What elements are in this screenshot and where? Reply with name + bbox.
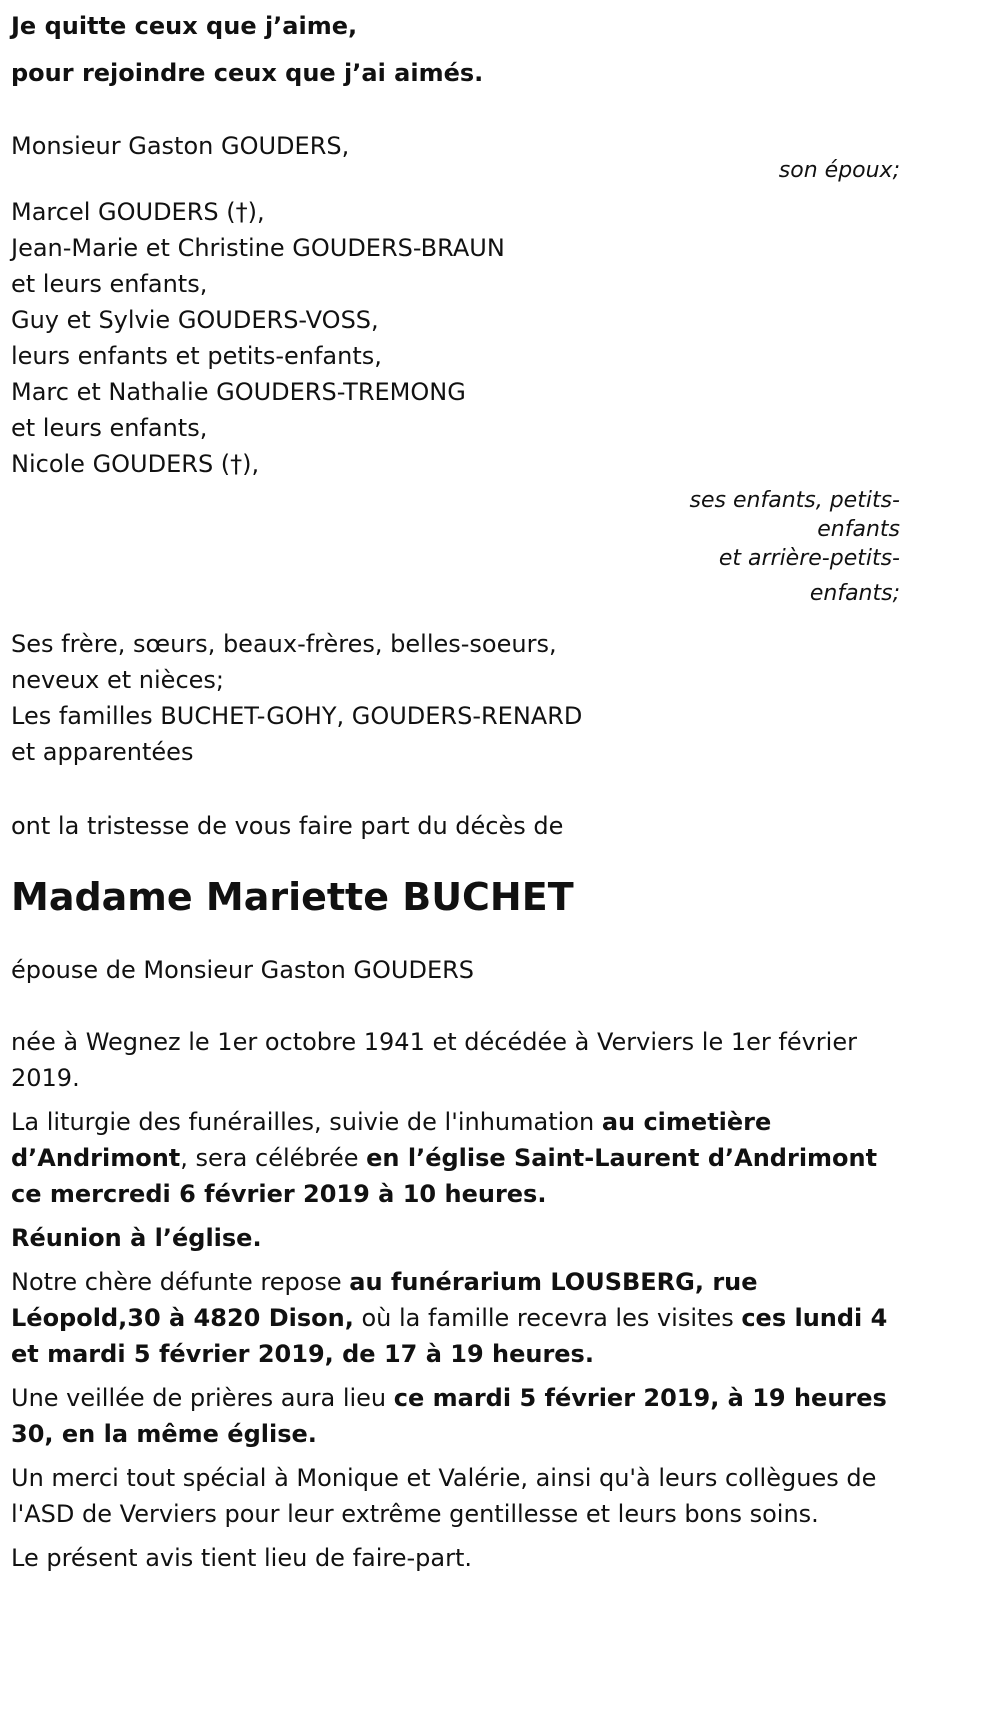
family-line: et apparentées bbox=[11, 738, 194, 766]
children-line: Marc et Nathalie GOUDERS-TREMONG bbox=[11, 378, 466, 406]
children-relation-line: enfants; bbox=[809, 581, 900, 606]
spouse-relation: son époux; bbox=[778, 158, 900, 183]
family-list bbox=[11, 626, 900, 770]
funeral-text: , sera célébrée bbox=[180, 1144, 367, 1172]
thanks-paragraph: Un merci tout spécial à Monique et Valérie, ainsi qu'à leurs collègues de l'ASD de Verviers pour leur extrême gentillesse et leurs bons soins. bbox=[11, 1464, 877, 1528]
deceased-name: Madame Mariette BUCHET bbox=[11, 875, 574, 919]
children-line: leurs enfants et petits-enfants, bbox=[11, 342, 382, 370]
repose-paragraph bbox=[11, 1264, 900, 1372]
children-line: et leurs enfants, bbox=[11, 414, 208, 442]
spouse-name: Monsieur Gaston GOUDERS, bbox=[11, 132, 350, 160]
repose-text: où la famille recevra les visites bbox=[353, 1304, 742, 1332]
children-line: Marcel GOUDERS (†), bbox=[11, 198, 265, 226]
funeral-home-address: au funérarium LOUSBERG, rue Léopold,30 à 4820 Dison, bbox=[11, 1268, 758, 1332]
children-relation-line: ses enfants, petits- bbox=[689, 488, 900, 513]
announcement: ont la tristesse de vous faire part du décès de bbox=[11, 812, 564, 840]
cemetery-location: au cimetière d’Andrimont bbox=[11, 1108, 772, 1172]
epitaph-line-1: Je quitte ceux que j’aime, bbox=[11, 12, 358, 40]
birth-death-paragraph: née à Wegnez le 1er octobre 1941 et décédée à Verviers le 1er février 2019. bbox=[11, 1028, 857, 1092]
deceased-spouse-line: épouse de Monsieur Gaston GOUDERS bbox=[11, 956, 475, 984]
children-relation-line: et arrière-petits- bbox=[718, 546, 900, 571]
visiting-hours: ces lundi 4 et mardi 5 février 2019, de 17 à 19 heures. bbox=[11, 1304, 888, 1368]
family-line: neveux et nièces; bbox=[11, 666, 224, 694]
children-line: Jean-Marie et Christine GOUDERS-BRAUN bbox=[11, 234, 505, 262]
children-line: Nicole GOUDERS (†), bbox=[11, 450, 260, 478]
family-line: Les familles BUCHET-GOHY, GOUDERS-RENARD bbox=[11, 702, 583, 730]
church-date-time: en l’église Saint-Laurent d’Andrimont ce mercredi 6 février 2019 à 10 heures. bbox=[11, 1144, 878, 1208]
funeral-text: La liturgie des funérailles, suivie de l'inhumation bbox=[11, 1108, 602, 1136]
family-line: Ses frère, sœurs, beaux-frères, belles-soeurs, bbox=[11, 630, 557, 658]
repose-text: Notre chère défunte repose bbox=[11, 1268, 350, 1296]
vigil-date-time: ce mardi 5 février 2019, à 19 heures 30, en la même église. bbox=[11, 1384, 887, 1448]
children-list bbox=[11, 194, 900, 482]
closing-note: Le présent avis tient lieu de faire-part. bbox=[11, 1544, 473, 1572]
children-line: Guy et Sylvie GOUDERS-VOSS, bbox=[11, 306, 379, 334]
funeral-paragraph bbox=[11, 1104, 900, 1212]
children-line: et leurs enfants, bbox=[11, 270, 208, 298]
children-relation-line: enfants bbox=[817, 517, 900, 542]
vigil-text: Une veillée de prières aura lieu bbox=[11, 1384, 394, 1412]
epitaph-line-2: pour rejoindre ceux que j’ai aimés. bbox=[11, 59, 484, 87]
meeting-note: Réunion à l’église. bbox=[11, 1224, 262, 1252]
vigil-paragraph bbox=[11, 1380, 900, 1452]
children-relation bbox=[11, 484, 900, 612]
